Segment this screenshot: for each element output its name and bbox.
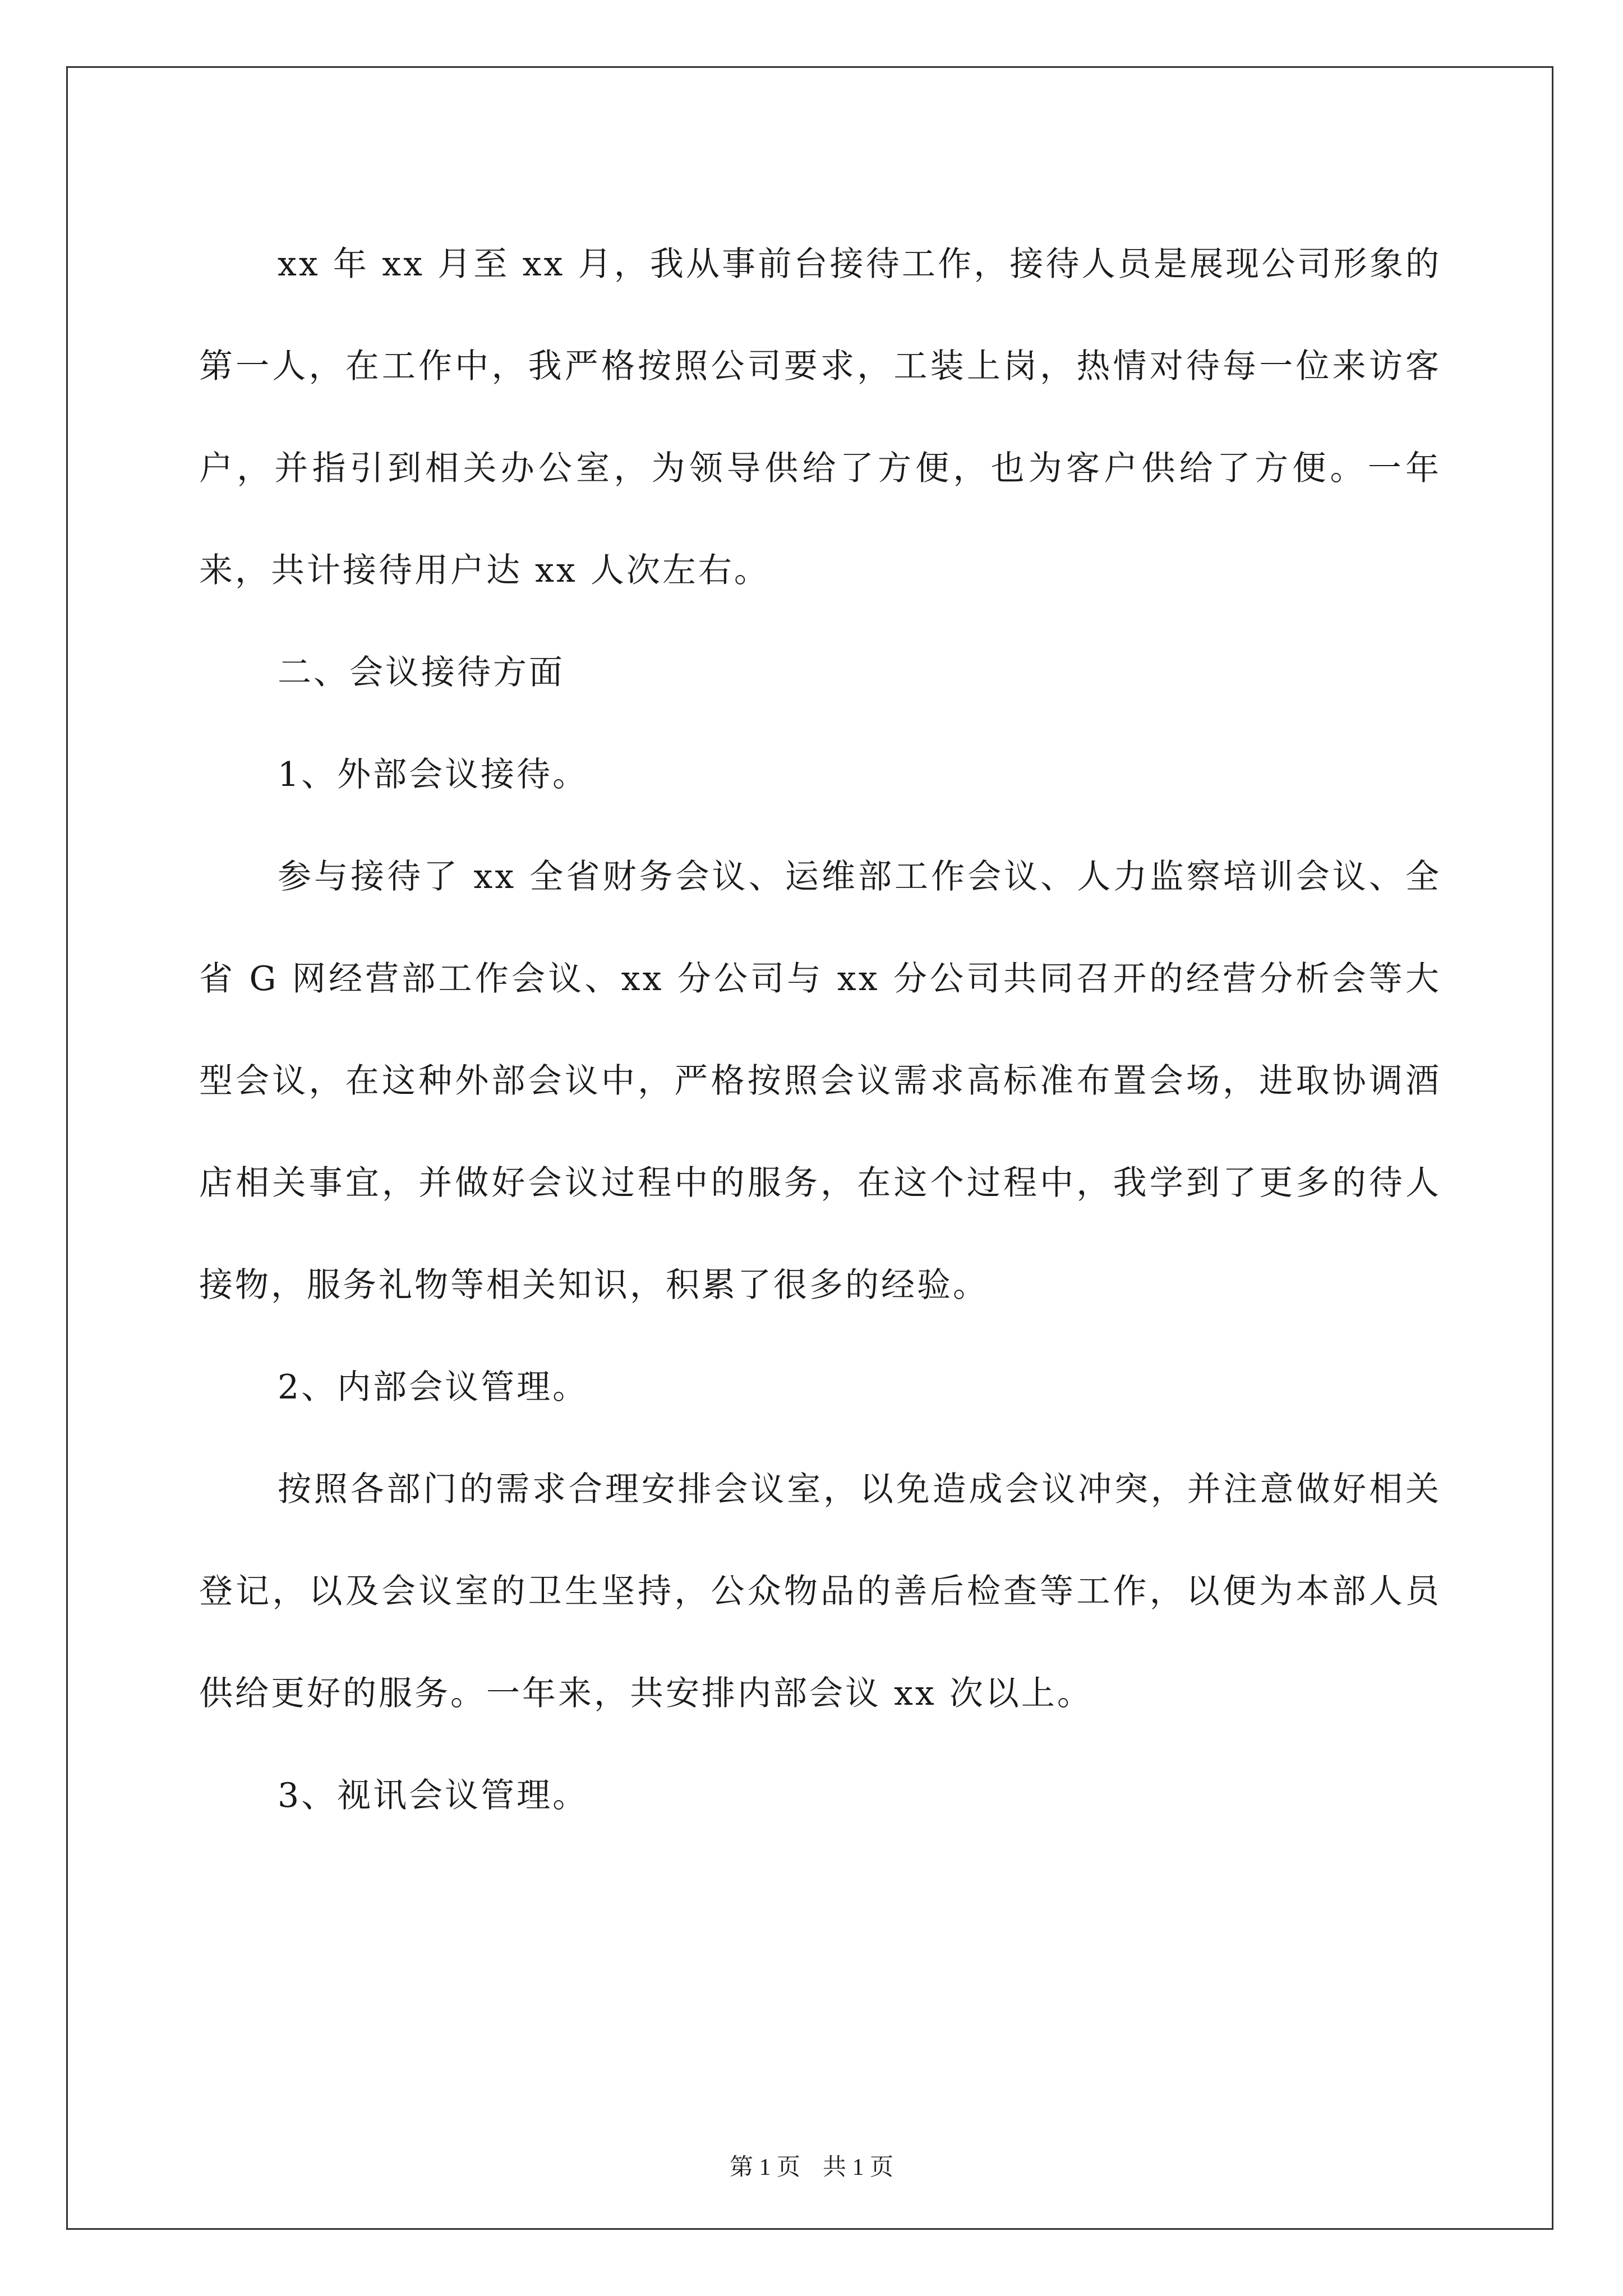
document-body bbox=[199, 213, 1441, 1847]
page-number: 第 1 页 bbox=[729, 2155, 800, 2180]
subheading-external-meetings: 1、外部会议接待。 bbox=[278, 755, 589, 794]
page-footer bbox=[0, 2148, 1623, 2182]
paragraph-external-meetings: 参与接待了 xx 全省财务会议、运维部工作会议、人力监察培训会议、全省 G 网经营部工作会议、xx 分公司与 xx 分公司共同召开的经营分析会等大型会议，在这种外部会议中，严格按照会议需求高标准布置会场，进取协调酒店相关事宜，并做好会议过程中的服务，在这个过程中，我学到了更多的待人接物，服务礼物等相关知识，积累了很多的经验。 bbox=[199, 857, 1441, 1305]
subheading-video-meetings: 3、视讯会议管理。 bbox=[278, 1776, 589, 1815]
paragraph-internal-meetings: 按照各部门的需求合理安排会议室，以免造成会议冲突，并注意做好相关登记，以及会议室的卫生坚持，公众物品的善后检查等工作，以便为本部人员供给更好的服务。一年来，共安排内部会议 xx 次以上。 bbox=[199, 1470, 1441, 1713]
paragraph-reception: xx 年 xx 月至 xx 月，我从事前台接待工作，接待人员是展现公司形象的第一人，在工作中，我严格按照公司要求，工装上岗，热情对待每一位来访客户，并指引到相关办公室，为领导供给了方便，也为客户供给了方便。一年来，共计接待用户达 xx 人次左右。 bbox=[199, 245, 1441, 590]
subheading-internal-meetings: 2、内部会议管理。 bbox=[278, 1368, 589, 1407]
heading-meeting-reception: 二、会议接待方面 bbox=[278, 653, 565, 692]
page-count: 共 1 页 bbox=[823, 2155, 894, 2180]
